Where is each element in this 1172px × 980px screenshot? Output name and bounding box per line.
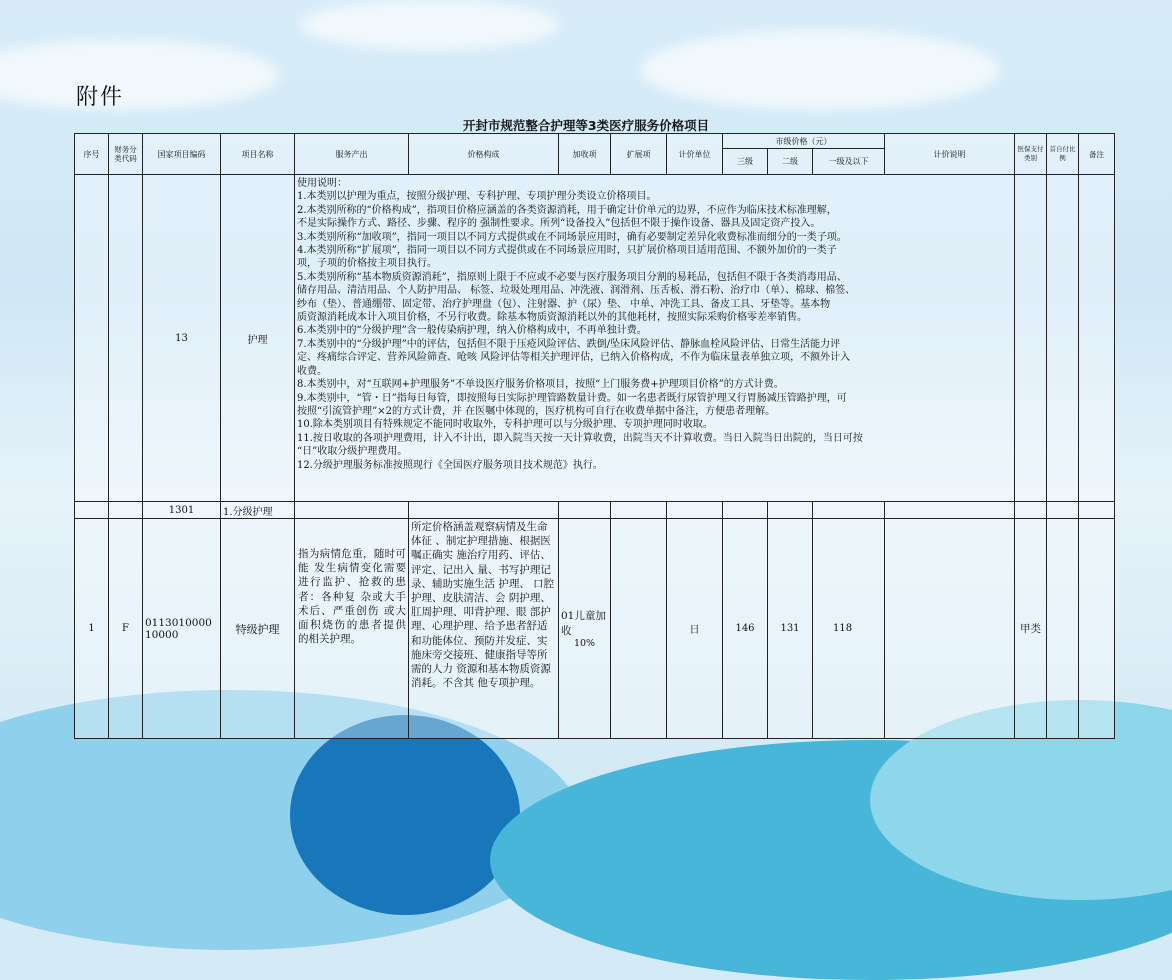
row-price-level1: 118 xyxy=(813,519,885,739)
row-price-composition: 所定价格涵盖观察病情及生命体征 、制定护理措施、根据医嘱正确实 施治疗用药、评估、评定、记出入 量、书写护理记录、辅助实施生活 护理、 口腔护理、皮肤清洁、会 阴护理、肛周护理、叩背护理、眼 部护理、心理护理、给予患者舒适 和功能体位、预防并发症、实施床旁交接班、健康指导等所需的人力 资源和基本物质资源消耗。不含其 他专项护理。 xyxy=(409,519,559,739)
category-row xyxy=(75,175,1115,502)
header-seq: 序号 xyxy=(75,134,109,175)
usage-note-line: 4.本类别所称“扩展项”，指同一项目以不同方式提供或在不同场景应用时，只扩展价格项目适用范围、不额外加价的一类子 xyxy=(297,245,837,257)
attachment-label: 附件 xyxy=(76,85,125,110)
row-item-name: 特级护理 xyxy=(221,519,295,739)
header-row-1 xyxy=(75,134,1115,149)
header-national-code: 国家项目编码 xyxy=(143,134,221,175)
usage-note-line: 纱布（垫）、普通绷带、固定带、治疗护理盘（包）、注射器、护（尿）垫、 中单、冲洗工具、备皮工具、牙垫等。基本物 xyxy=(297,298,831,310)
row-unit: 日 xyxy=(667,519,723,739)
add-item-rate: 10% xyxy=(573,638,596,649)
usage-note-line: 2.本类别所称的“价格构成”，指项目价格应涵盖的各类资源消耗，用于确定计价单元的边界，不应作为临床技术标准理解， xyxy=(297,204,837,216)
background-cloud xyxy=(300,0,560,50)
price-table xyxy=(74,133,1115,739)
header-service-output: 服务产出 xyxy=(295,134,409,175)
row-extend-item xyxy=(611,519,667,739)
header-city-price: 市级价格（元） xyxy=(723,134,885,149)
background-wave xyxy=(290,715,520,915)
subcategory-name: 1.分级护理 xyxy=(221,502,295,519)
background-cloud xyxy=(0,40,280,110)
usage-note-line: “日”收取分级护理费用。 xyxy=(297,446,408,458)
usage-note-line: 3.本类别所称“加收项”，指同一项目以不同方式提供或在不同场景应用时，确有必要制定差异化收费标准而细分的一类子项。 xyxy=(297,231,847,243)
usage-note-line: 8.本类别中，对“互联网+护理服务”不单设医疗服务价格项目，按照“上门服务费+护理项目价格”的方式计费。 xyxy=(297,379,784,391)
usage-note-line: 1.本类别以护理为重点，按照分级护理、专科护理、专项护理分类设立价格项目。 xyxy=(297,191,657,203)
row-national-code: 011301000010000 xyxy=(143,519,221,739)
usage-note-line: 5.本类别所称“基本物质资源消耗”，指原则上限于不应或不必要与医疗服务项目分割的易耗品，包括但不限于各类消毒用品、 xyxy=(297,271,847,283)
header-self-pay: 首自付比例 xyxy=(1047,134,1079,175)
usage-note-line: 11.按日收取的各项护理费用，计入不计出，即入院当天按一天计算收费，出院当天不计算收费。当日入院当日出院的，当日可按 xyxy=(297,432,863,444)
usage-note-line: 储存用品、清洁用品、个人防护用品、 标签、垃圾处理用品、冲洗液、润滑剂、压舌板、滑石粉、治疗巾（单）、棉球、棉签、 xyxy=(297,285,856,297)
header-item-name: 项目名称 xyxy=(221,134,295,175)
usage-note-line: 10.除本类别项目有特殊规定不能同时收取外，专科护理可以与分级护理、专项护理同时收取。 xyxy=(297,419,713,431)
header-unit: 计价单位 xyxy=(667,134,723,175)
row-service-output: 指为病情危重，随时可能 发生病情变化需要进行监护、抢救的患者：各种复 杂或大手术后、严重创伤 或大面积烧伤的患者提供 的相关护理。 xyxy=(295,519,409,739)
usage-note-line: 收费。 xyxy=(297,365,327,377)
row-pricing-note xyxy=(885,519,1015,739)
header-fin-code: 财务分类代码 xyxy=(109,134,143,175)
usage-note-line: 按照“引流管护理”×2的方式计费，并 在医嘱中体现的，医疗机构可自行在收费单据中备注，方便患者理解。 xyxy=(297,405,776,417)
usage-note-line: 7.本类别中的“分级护理”中的评估，包括但不限于压疮风险评估、跌倒/坠床风险评估、静脉血栓风险评估、日常生活能力评 xyxy=(297,338,841,350)
usage-note-line: 12.分级护理服务标准按照现行《全国医疗服务项目技术规范》执行。 xyxy=(297,459,603,471)
usage-note-line: 6.本类别中的“分级护理”含一般传染病护理，纳入价格构成中，不再单独计费。 xyxy=(297,325,647,337)
row-seq: 1 xyxy=(75,519,109,739)
background-cloud xyxy=(640,30,1000,110)
subcategory-row xyxy=(75,502,1115,519)
row-price-level3: 146 xyxy=(723,519,768,739)
category-name: 护理 xyxy=(221,175,295,502)
header-insurance: 医保支付类别 xyxy=(1015,134,1047,175)
header-remark: 备注 xyxy=(1079,134,1115,175)
header-level3: 三级 xyxy=(723,149,768,175)
header-price-composition: 价格构成 xyxy=(409,134,559,175)
usage-note-line: 质资源消耗成本计入项目价格，不另行收费。除基本物质资源消耗以外的其他耗材，按照实际采购价格零差率销售。 xyxy=(297,312,807,324)
add-item-label: 01儿童加收 xyxy=(561,610,606,637)
row-fin-code: F xyxy=(109,519,143,739)
header-add-item: 加收项 xyxy=(559,134,611,175)
header-level1: 一级及以下 xyxy=(813,149,885,175)
usage-note-line: 项，子项的价格按主项目执行。 xyxy=(297,258,437,270)
subcategory-code: 1301 xyxy=(143,502,221,519)
usage-note-line: 不是实际操作方式、路径、步骤、程序的 强制性要求。所列“设备投入”包括但不限于操作设备、器具及固定资产投入。 xyxy=(297,218,821,230)
row-insurance: 甲类 xyxy=(1015,519,1047,739)
row-remark xyxy=(1079,519,1115,739)
usage-note-line: 定、疼痛综合评定、营养风险筛查、呛咳 风险评估等相关护理评估，已纳入价格构成，不作为临床量表单独立项，不额外计入 xyxy=(297,352,851,364)
table-row xyxy=(75,519,1115,739)
usage-note-line: 9.本类别中，“管・日”指每日每管，即按照每日实际护理管路数量计费。如一名患者既行尿管护理又行胃肠减压管路护理，可 xyxy=(297,392,847,404)
header-level2: 二级 xyxy=(768,149,813,175)
row-self-pay xyxy=(1047,519,1079,739)
document-title: 开封市规范整合护理等3类医疗服务价格项目 xyxy=(462,118,710,133)
row-add-item xyxy=(559,519,611,739)
header-extend-item: 扩展项 xyxy=(611,134,667,175)
usage-notes xyxy=(295,175,1015,502)
category-code: 13 xyxy=(143,175,221,502)
header-pricing-note: 计价说明 xyxy=(885,134,1015,175)
row-price-level2: 131 xyxy=(768,519,813,739)
usage-note-line: 使用说明： xyxy=(297,178,347,189)
